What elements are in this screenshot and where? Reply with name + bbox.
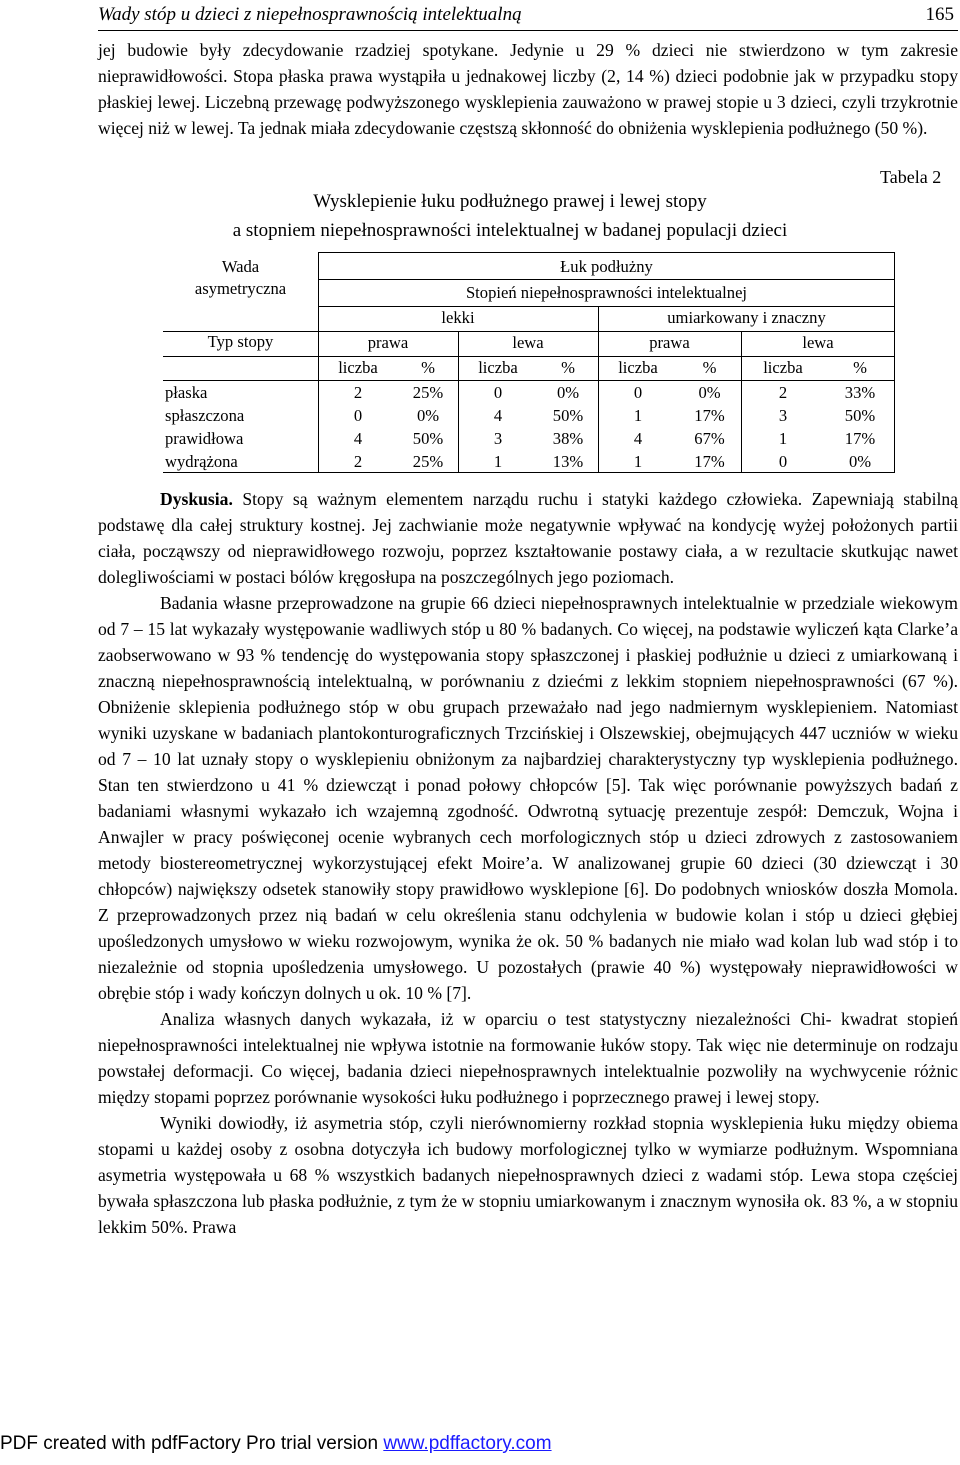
head-col: % [421,358,435,377]
table-cell: 3 [493,429,503,448]
head-col: liczba [763,358,803,377]
table-cell: 0 [633,383,643,402]
page-number: 165 [925,4,954,25]
table-cell: 0% [416,406,440,425]
table-cell: 17% [694,452,725,471]
table-cell: 25% [412,383,444,402]
table-cell: 0% [556,383,580,402]
head-asymetryczna: asymetryczna [194,279,287,298]
head-col: liczba [338,358,378,377]
table-cell: 33% [844,383,876,402]
table-cell: 50% [412,429,444,448]
table-row-label: prawidłowa [165,429,244,448]
discussion-section [98,486,958,1240]
head-luk-podluzny: Łuk podłużny [560,257,653,276]
intro-paragraph [98,37,958,141]
head-col: liczba [618,358,658,377]
head-umiarkowany: umiarkowany i znaczny [667,308,826,327]
table-cell: 17% [694,406,725,425]
head-stopien: Stopień niepełnosprawności intelektualnej [465,283,748,302]
table-cell: 2 [353,452,363,471]
table-cell: 13% [552,452,584,471]
head-col: liczba [478,358,518,377]
table-cell: 0 [353,406,363,425]
discussion-paragraph-2: Badania własne przeprowadzone na grupie 66 dzieci niepełnosprawnych intelektualnie w przedziale wiekowym od 7 – 15 lat wykazały występowanie wadliwych stóp u 80 % badanych. Co więcej, na podstawie wyliczeń kąta Clarke’a zaobserwowano w 93 % tendencję do występowania stopy spłaszczonej i płaskiej podłużnie u dzieci z umiarkowaną i znaczną niepełnosprawnością intelektualną, w porównaniu z dziećmi z lekkim stopniem niepełnosprawności (67 %). Obniżenie sklepienia podłużnego stóp w obu grupach przeważało nad jego nadmiernym wysklepieniem. Natomiast wyniki uzyskane w badaniach plantokonturograficznych Trzcińskiej i Olszewskiej, obejmujących 447 uczniów w wieku od 7 – 10 lat uznały stopy o wysklepieniu obniżonym za najbardziej charakterystyczny typ wysklepienia podłużnego. Stan ten stwierdzono u 41 % dziewcząt i ponad połowy chłopców [5]. Tak więc porównanie powyższych badań z badaniami własnymi wykazało ich wzajemną zgodność. Odwrotną sytuację prezentuje zespół: Demczuk, Wojna i Anwajler w pracy poświęconej ocenie wybranych cech morfologicznych stóp u dzieci zdrowych z zastosowaniem metody biostereometrycznej wykorzystującej efekt Moire’a. W analizowanej grupie 60 dzieci (30 dziewcząt i 30 chłopców) największy odsetek stanowiły stopy prawidłowo wysklepione [6]. Do podobnych wniosków doszła Momola. Z przeprowadzonych przez nią badań w celu określenia stanu odchylenia w budowie kolan i stóp u dzieci głębiej upośledzonych umysłowo w wieku rozwojowym, wynika że ok. 50 % badanych nie miało wad kolan lub wad stóp i to niezależnie od stopnia upośledzenia umysłowego. U pozostałych (prawie 40 %) występowały nieprawidłowości w obrębie stóp i wady kończyn dolnych u ok. 10 % [7]. [98,593,958,1003]
table-cell: 0% [698,383,721,402]
table-cell: 4 [633,429,643,448]
table-cell: 0 [778,452,788,471]
discussion-paragraph-3: Analiza własnych danych wykazała, iż w oparciu o test statystyczny niezależności Chi- kwadrat stopień niepełnosprawności intelektualnej nie wpływa istotnie na formowanie łuków stopy. Tak więc nie determinuje on rodzaju powstałej deformacji. Co więcej, badania dzieci niepełnosprawnych intelektualnie pozwoliły na wychwycenie różnic między stopami poprzez porównanie wysokości łuku podłużnego i poprzecznego prawej i lewej stopy. [98,1009,958,1107]
table-cell: 0 [493,383,503,402]
head-side: prawa [367,333,409,352]
head-col: % [853,358,867,377]
intro-text: jej budowie były zdecydowanie rzadziej spotykane. Jedynie u 29 % dzieci nie stwierdzono w tym zakresie nieprawidłowości. Stopa płaska prawa wystąpiła u jednakowej liczby (2, 14 %) dzieci podobnie jak w przypadku stopy płaskiej lewej. Liczebną przewagę podwyższonego wysklepienia zauważono w prawej stopie u 3 dzieci, czyli trzykrotnie więcej niż w lewej. Ta jednak miała zdecydowanie częstszą skłonność do obniżenia wysklepienia podłużnego (50 %). [98,40,958,138]
table-cell: 2 [353,383,363,402]
discussion-paragraph-1: Stopy są ważnym elementem narządu ruchu i statyki każdego człowieka. Zapewniają stabilną podstawę dla całej struktury kostnej. Jej zachwianie może negatywnie wpływać na kondycję wyżej położonych partii ciała, począwszy od nieprawidłowego rozwoju, poprzez kształtowanie postawy ciała, a w rezultacie skutkując nawet dolegliwościami w postaci bólów kręgosłupa na poszczególnych jego poziomach. [98,489,958,587]
table-cell: 3 [778,406,788,425]
table-cell: 4 [353,429,363,448]
table-caption-line1: Wysklepienie łuku podłużnego prawej i lewej stopy [313,191,707,212]
table-cell: 1 [493,452,503,471]
table-cell: 1 [778,429,788,448]
discussion-paragraph-4: Wyniki dowiodły, iż asymetria stóp, czyli nierównomierny rozkład stopnia wysklepienia łuku między obiema stopami u każdej osoby z osobna dotyczyła ich budowy morfologicznej tylko w wymiarze podłużnym. Wspomniana asymetria występowała u 68 % wszystkich badanych niepełnosprawnych dzieci z wadami stóp. Lewa stopa częściej bywała spłaszczona lub płaska podłużnie, z tym że w stopniu umiarkowanym i znacznym wynosiła ok. 83 %, a w stopniu lekkim 50%. Prawa [98,1113,958,1237]
head-side: lewa [802,333,834,352]
table-cell: 38% [552,429,584,448]
table-label: Tabela 2 [880,167,942,187]
head-side: prawa [649,333,690,352]
discussion-heading: Dyskusia. [160,489,233,509]
table-row-label: wydrążona [165,452,238,471]
table-cell: 17% [844,429,876,448]
footer-link[interactable]: www.pdffactory.com [383,1433,552,1454]
head-col: % [561,358,575,377]
table-cell: 50% [844,406,876,425]
table-cell: 1 [633,452,643,471]
head-lekki: lekki [441,308,475,327]
pdf-footer [0,1433,552,1455]
table-cell: 0% [848,452,872,471]
table-cell: 2 [778,383,788,402]
table-cell: 50% [552,406,584,425]
head-typ-stopy: Typ stopy [207,332,274,351]
running-header [98,4,958,31]
head-wada: Wada [221,257,260,276]
table-row-label: płaska [165,383,208,402]
head-col: % [702,358,717,377]
table-cell: 1 [633,406,643,425]
footer-text: PDF created with pdfFactory Pro trial version [0,1433,384,1454]
table-cell: 4 [493,406,503,425]
table-cell: 25% [412,452,444,471]
table-row-label: spłaszczona [165,406,245,425]
running-title: Wady stóp u dzieci z niepełnosprawnością intelektualną [98,4,522,25]
table-caption-line2: a stopniem niepełnosprawności intelektualnej w badanej populacji dzieci [232,220,788,241]
table-cell: 67% [694,429,725,448]
head-side: lewa [512,333,544,352]
